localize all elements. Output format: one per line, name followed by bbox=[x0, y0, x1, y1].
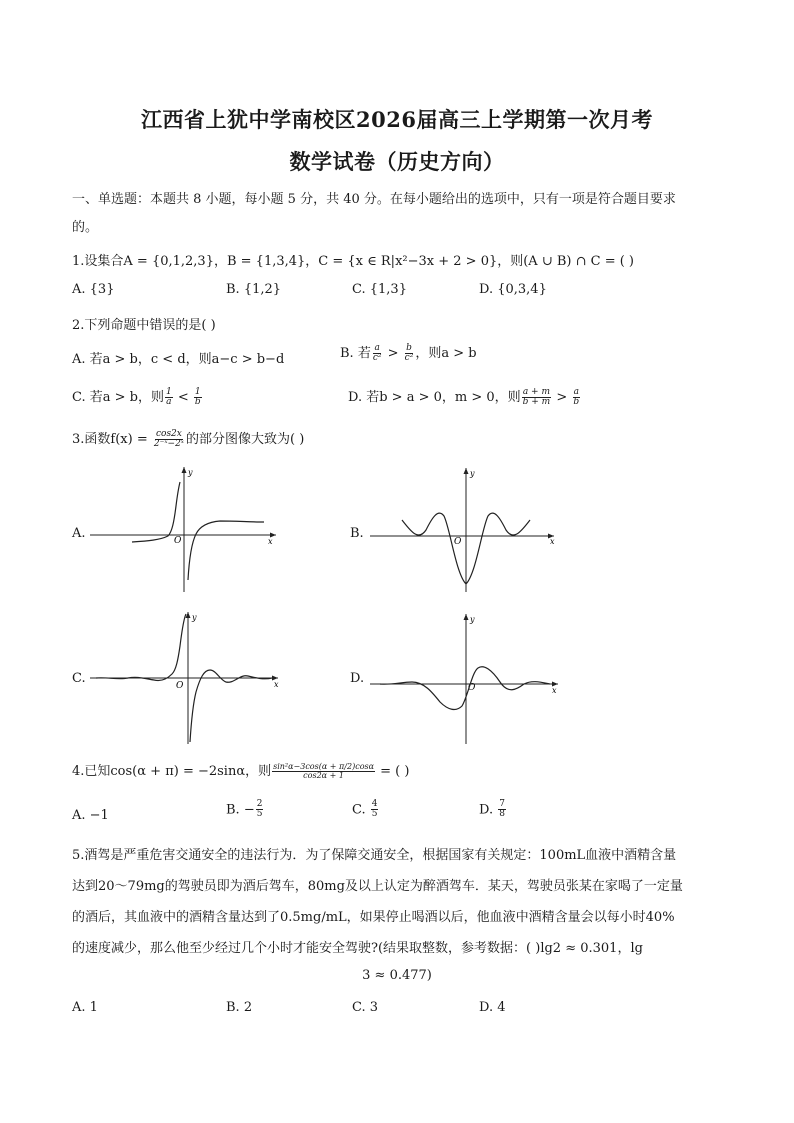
q1-option-b[interactable]: B. {1,2} bbox=[226, 282, 282, 297]
q2-optd-den2: b bbox=[573, 397, 580, 407]
q4-optc-den: 5 bbox=[371, 809, 378, 820]
q3-graph-a[interactable] bbox=[88, 462, 288, 594]
origin-label: O bbox=[176, 681, 184, 691]
question-2-stem: 2.下列命题中错误的是( ) bbox=[72, 318, 216, 333]
y-axis-label: y bbox=[470, 469, 475, 478]
q4-option-b[interactable] bbox=[226, 800, 264, 820]
y-axis-arrow-icon bbox=[186, 612, 191, 618]
q2-optb-frac1 bbox=[372, 344, 383, 364]
y-axis-arrow-icon bbox=[182, 467, 187, 473]
q1-option-a[interactable]: A. {3} bbox=[72, 282, 115, 297]
q2-optd-mid: > bbox=[552, 390, 572, 405]
q3-graph-d[interactable] bbox=[368, 610, 564, 746]
x-axis-label: x bbox=[268, 537, 273, 546]
q2-optb-frac2 bbox=[404, 344, 415, 364]
q2-optb-mid: > bbox=[383, 346, 403, 361]
q2-optb-num1: a bbox=[374, 342, 380, 353]
question-5-line-4: 的速度减少，那么他至少经过几个小时才能安全驾驶?(结果取整数，参考数据：( )lg2 ≈ 0.301，lg bbox=[72, 941, 643, 956]
x-axis-label: x bbox=[552, 686, 557, 695]
q2-optd-frac2 bbox=[572, 388, 580, 408]
q2-optc-num2: 1 bbox=[194, 386, 201, 397]
q2-optd-num1: a + m bbox=[522, 386, 550, 397]
q3-option-d-label[interactable]: D. bbox=[350, 671, 365, 686]
q4-option-c[interactable] bbox=[352, 800, 379, 820]
origin-label: O bbox=[468, 683, 476, 693]
q4-option-d[interactable] bbox=[479, 800, 507, 820]
q3-option-b-label[interactable]: B. bbox=[350, 526, 364, 541]
q3-stem-post: 的部分图像大致为( ) bbox=[186, 432, 305, 447]
q3-graph-b[interactable] bbox=[368, 464, 564, 594]
q2-option-b[interactable] bbox=[340, 342, 477, 363]
question-5-line-5: 3 ≈ 0.477) bbox=[362, 968, 432, 983]
q2-optc-frac1 bbox=[165, 388, 173, 408]
q2-optb-pre: B. 若 bbox=[340, 346, 371, 361]
q3-stem-num: cos2x bbox=[155, 428, 182, 439]
q4-stem-frac bbox=[272, 763, 375, 781]
curve-left-branch bbox=[96, 614, 186, 681]
x-axis-label: x bbox=[550, 537, 555, 546]
q4-optc-pre: C. bbox=[352, 802, 370, 818]
q5-option-a[interactable]: A. 1 bbox=[72, 1000, 98, 1015]
q2-optc-num1: 1 bbox=[165, 386, 172, 397]
curve-left-branch bbox=[132, 482, 180, 542]
y-axis-arrow-icon bbox=[464, 614, 469, 620]
q1-option-c[interactable]: C. {1,3} bbox=[352, 282, 407, 297]
q4-optd-frac bbox=[498, 800, 506, 820]
q2-optc-den2: b bbox=[194, 397, 201, 407]
section-instructions: 一、单选题：本题共 8 小题，每小题 5 分，共 40 分。在每小题给出的选项中，只有一项是符合题目要求 bbox=[72, 192, 676, 207]
q2-optb-post: ，则a > b bbox=[415, 346, 477, 361]
question-5-line-2: 达到20～79mg的驾驶员即为酒后驾车，80mg及以上认定为醉酒驾车．某天，驾驶员张某在家喝了一定量 bbox=[72, 879, 683, 894]
question-5-line-1: 5.酒驾是严重危害交通安全的违法行为．为了保障交通安全，根据国家有关规定：100mL血液中酒精含量 bbox=[72, 848, 677, 863]
q3-option-c-label[interactable]: C. bbox=[72, 671, 86, 686]
q4-stem-num: sin²α−3cos(α + π/2)cosα bbox=[273, 761, 375, 771]
q2-optc-pre: C. 若a > b，则 bbox=[72, 390, 164, 405]
q2-optd-num2: a bbox=[573, 386, 579, 397]
q4-optb-pre: B. − bbox=[226, 802, 255, 818]
q5-option-c[interactable]: C. 3 bbox=[352, 1000, 379, 1015]
origin-label: O bbox=[454, 537, 462, 547]
page-title: 江西省上犹中学南校区2026届高三上学期第一次月考 bbox=[141, 107, 653, 132]
q3-graph-c[interactable] bbox=[88, 608, 288, 748]
y-axis-arrow-icon bbox=[464, 468, 469, 474]
q4-optb-den: 5 bbox=[256, 809, 263, 820]
q2-optd-frac1 bbox=[522, 388, 552, 408]
y-axis-label: y bbox=[188, 468, 193, 477]
q2-optc-mid: < bbox=[173, 390, 193, 405]
q2-optb-den2: c² bbox=[404, 353, 414, 363]
q3-stem-pre: 3.函数f(x) = bbox=[72, 432, 152, 447]
q4-option-a[interactable]: A. −1 bbox=[72, 808, 109, 823]
q2-optb-num2: b bbox=[406, 342, 412, 353]
q4-optb-frac bbox=[256, 800, 264, 820]
q4-optc-frac bbox=[371, 800, 379, 820]
q1-option-d[interactable]: D. {0,3,4} bbox=[479, 282, 547, 297]
q3-option-a-label[interactable]: A. bbox=[72, 526, 86, 541]
q2-option-c[interactable] bbox=[72, 386, 203, 407]
question-5-line-3: 的酒后，其血液中的酒精含量达到了0.5mg/mL，如果停止喝酒以后，他血液中酒精含量会以每小时40% bbox=[72, 910, 675, 925]
y-axis-label: y bbox=[470, 615, 475, 624]
q4-stem-post: = ( ) bbox=[376, 764, 410, 779]
q4-optc-num: 4 bbox=[371, 799, 378, 809]
q3-stem-den: 2⁻ˣ−2ˣ bbox=[153, 439, 184, 449]
curve-right-branch bbox=[190, 670, 272, 742]
page-subtitle: 数学试卷（历史方向） bbox=[289, 149, 505, 174]
q2-optb-den1: c² bbox=[372, 353, 382, 363]
q2-optd-pre: D. 若b > a > 0，m > 0，则 bbox=[348, 390, 521, 405]
q2-optc-den1: a bbox=[166, 397, 172, 407]
q4-optb-num: 2 bbox=[256, 799, 263, 809]
q4-stem-den: cos2α + 1 bbox=[303, 771, 344, 780]
q3-stem-frac bbox=[153, 430, 185, 450]
q2-optd-den1: b + m bbox=[522, 397, 551, 407]
q4-optd-num: 7 bbox=[499, 799, 505, 809]
origin-label: O bbox=[174, 536, 182, 546]
q5-option-d[interactable]: D. 4 bbox=[479, 1000, 506, 1015]
question-4-stem bbox=[72, 760, 409, 780]
x-axis-label: x bbox=[274, 680, 279, 689]
curve-right-branch bbox=[188, 521, 264, 580]
q2-option-d[interactable] bbox=[348, 386, 581, 407]
y-axis-label: y bbox=[192, 613, 197, 622]
q4-optd-den: 8 bbox=[499, 809, 505, 820]
q2-option-a[interactable]: A. 若a > b，c < d，则a−c > b−d bbox=[72, 352, 285, 367]
q4-stem-pre: 4.已知cos(α + π) = −2sinα，则 bbox=[72, 764, 272, 779]
curve bbox=[380, 667, 550, 710]
q4-optd-pre: D. bbox=[479, 802, 498, 818]
section-instructions-cont: 的。 bbox=[72, 220, 99, 235]
q5-option-b[interactable]: B. 2 bbox=[226, 1000, 253, 1015]
question-3-stem bbox=[72, 428, 304, 449]
q2-optc-frac2 bbox=[194, 388, 202, 408]
question-1-stem: 1.设集合A = {0,1,2,3}，B = {1,3,4}，C = {x ∈ R|x²−3x + 2 > 0}，则(A ∪ B) ∩ C = ( ) bbox=[72, 254, 635, 269]
